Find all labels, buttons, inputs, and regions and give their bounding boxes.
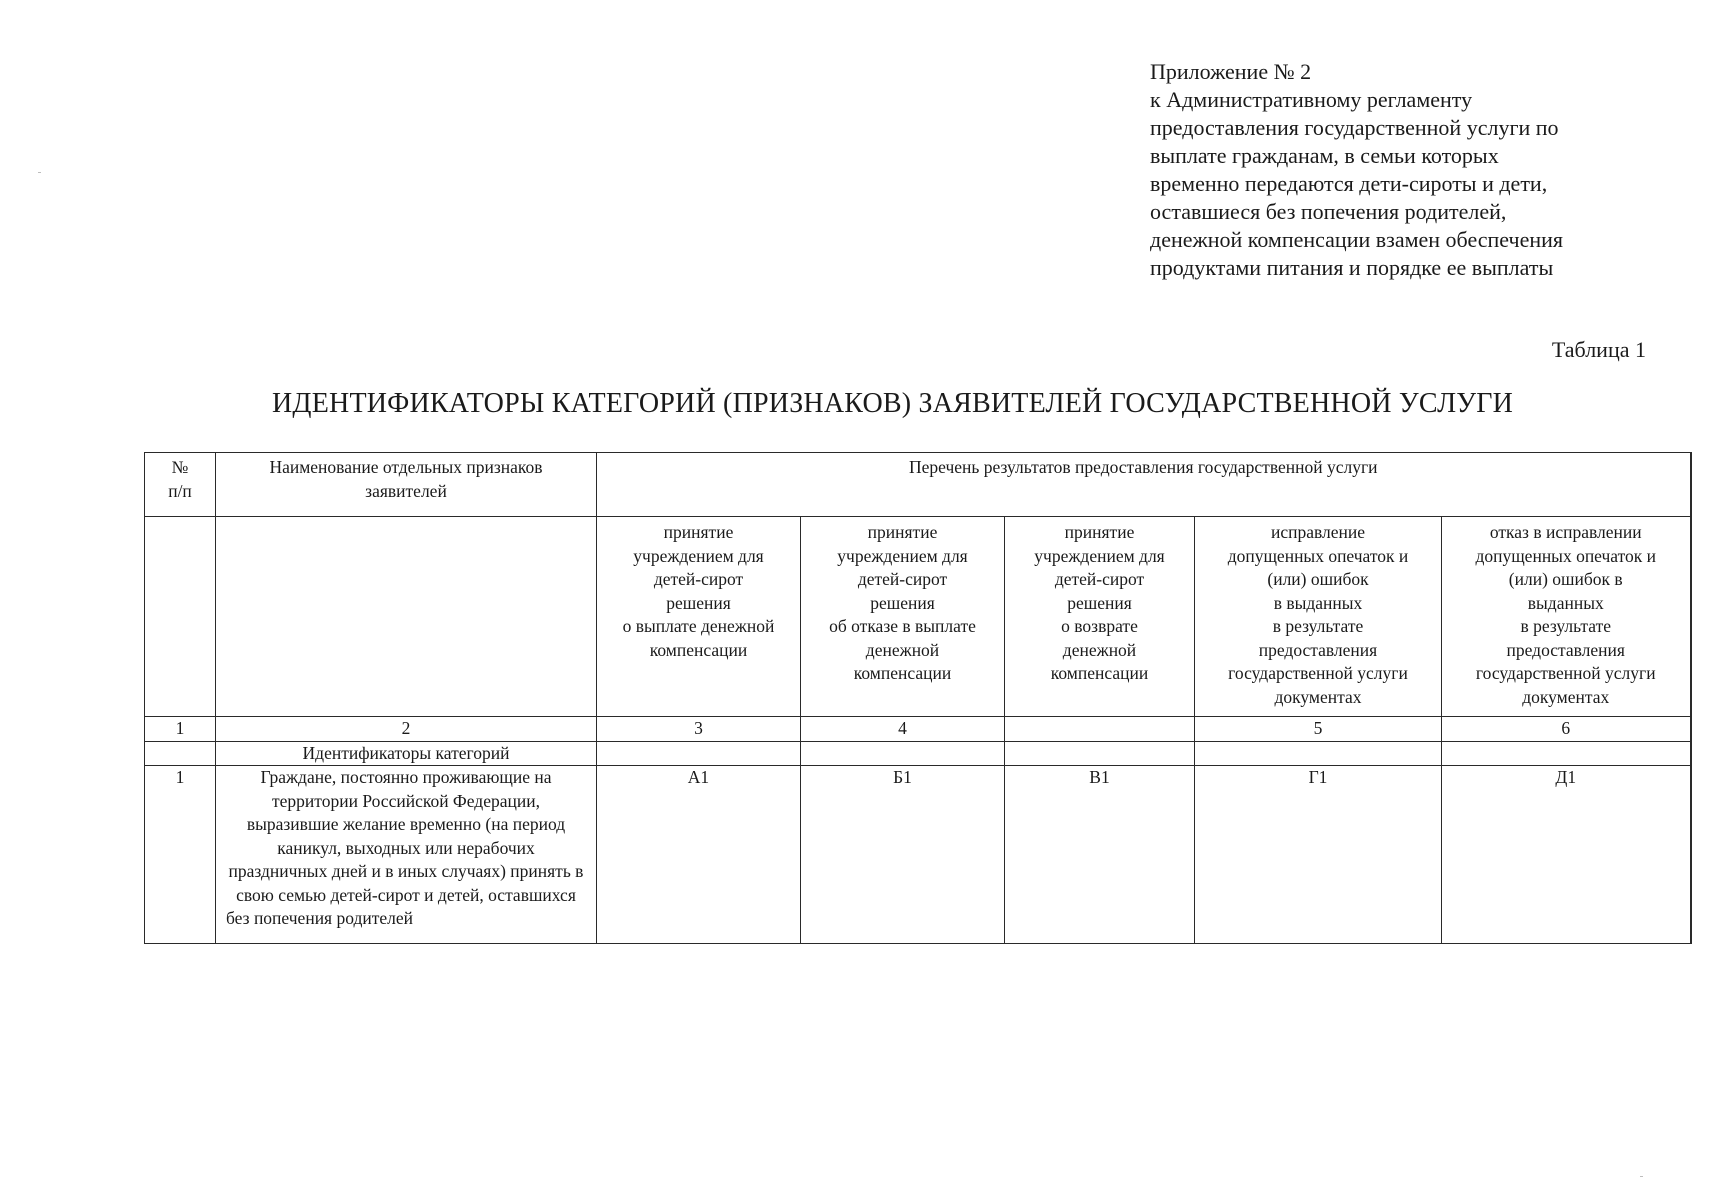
result-col-line: об отказе в выплате bbox=[829, 616, 976, 636]
appendix-line: временно передаются дети-сироты и дети, bbox=[1150, 171, 1548, 196]
identifier-code: А1 bbox=[597, 766, 801, 944]
result-col-line: исправление bbox=[1270, 522, 1366, 542]
column-number-cell: 5 bbox=[1195, 717, 1442, 742]
result-col-line: учреждением для bbox=[837, 545, 968, 566]
result-col-line: государственной услуги bbox=[1475, 663, 1656, 683]
appendix-line: Приложение № 2 bbox=[1150, 59, 1312, 84]
result-col-line: выданных bbox=[1527, 592, 1604, 613]
result-col-line: принятие bbox=[1064, 522, 1135, 542]
column-number-cell bbox=[1005, 717, 1195, 742]
table-subheader-row bbox=[145, 517, 1691, 717]
identifier-code: Б1 bbox=[801, 766, 1005, 944]
result-col-line: в результате bbox=[1520, 616, 1612, 636]
result-col-line: детей-сирот bbox=[857, 569, 948, 589]
column-number-cell: 6 bbox=[1442, 717, 1691, 742]
result-col-line: (или) ошибок bbox=[1267, 569, 1369, 589]
result-col-line: документах bbox=[1274, 686, 1362, 707]
identifiers-label: Идентификаторы категорий bbox=[216, 741, 597, 766]
result-col-5 bbox=[1442, 517, 1691, 717]
appendix-header bbox=[1150, 58, 1670, 282]
identifiers-table bbox=[144, 452, 1692, 944]
result-col-4 bbox=[1195, 517, 1442, 717]
identifiers-label-row bbox=[145, 741, 1691, 766]
result-col-line: предоставления bbox=[1258, 639, 1378, 660]
identifier-code: В1 bbox=[1005, 766, 1195, 944]
result-col-1 bbox=[597, 517, 801, 717]
result-col-line: государственной услуги bbox=[1228, 663, 1408, 683]
column-number-cell: 2 bbox=[216, 717, 597, 742]
empty-cell bbox=[1195, 741, 1442, 766]
appendix-line: выплате гражданам, в семьи которых bbox=[1150, 143, 1499, 168]
table-header-row bbox=[145, 453, 1691, 517]
appendix-line: предоставления государственной услуги по bbox=[1150, 115, 1559, 140]
column-number-cell: 4 bbox=[801, 717, 1005, 742]
column-number-cell: 3 bbox=[597, 717, 801, 742]
header-name-cell bbox=[216, 453, 597, 517]
appendix-line: оставшиеся без попечения родителей, bbox=[1150, 199, 1507, 224]
result-col-line: отказ в исправлении bbox=[1489, 522, 1642, 542]
result-col-line: в выданных bbox=[1273, 592, 1363, 613]
empty-cell bbox=[216, 517, 597, 717]
result-col-line: детей-сирот bbox=[653, 569, 744, 589]
header-number-line: п/п bbox=[168, 480, 192, 501]
result-col-line: решения bbox=[1067, 592, 1132, 613]
result-col-line: в результате bbox=[1272, 616, 1364, 636]
result-col-line: принятие bbox=[663, 522, 734, 542]
result-col-line: компенсации bbox=[1050, 663, 1149, 683]
result-col-3 bbox=[1005, 517, 1195, 717]
result-col-line: решения bbox=[666, 592, 731, 613]
column-number-row bbox=[145, 717, 1691, 742]
header-name-line: заявителей bbox=[365, 480, 447, 501]
column-number-cell: 1 bbox=[145, 717, 216, 742]
result-col-line: документах bbox=[1522, 686, 1610, 707]
header-number-line: № bbox=[171, 457, 189, 477]
table-row bbox=[145, 766, 1691, 944]
result-col-line: денежной bbox=[865, 639, 940, 660]
empty-cell bbox=[1005, 741, 1195, 766]
result-col-line: компенсации bbox=[649, 639, 748, 660]
empty-cell bbox=[145, 517, 216, 717]
result-col-line: о выплате денежной bbox=[622, 616, 775, 636]
header-name-line: Наименование отдельных признаков bbox=[269, 457, 543, 477]
result-col-line: принятие bbox=[867, 522, 938, 542]
results-header-text: Перечень результатов предоставления государственной услуги bbox=[908, 457, 1378, 477]
result-col-line: предоставления bbox=[1506, 639, 1625, 660]
scan-speck bbox=[1640, 1176, 1643, 1177]
scan-speck bbox=[38, 172, 41, 173]
identifier-code: Г1 bbox=[1195, 766, 1442, 944]
result-col-line: компенсации bbox=[853, 663, 952, 683]
empty-cell bbox=[1442, 741, 1691, 766]
result-col-2 bbox=[801, 517, 1005, 717]
results-header-cell bbox=[597, 453, 1691, 517]
row-number: 1 bbox=[145, 766, 216, 944]
result-col-line: денежной bbox=[1062, 639, 1137, 660]
result-col-line: (или) ошибок в bbox=[1508, 569, 1623, 589]
result-col-line: допущенных опечаток и bbox=[1227, 545, 1409, 566]
header-number-cell bbox=[145, 453, 216, 517]
result-col-line: о возврате bbox=[1061, 616, 1138, 636]
appendix-line: денежной компенсации взамен обеспечения bbox=[1150, 227, 1564, 252]
document-title: ИДЕНТИФИКАТОРЫ КАТЕГОРИЙ (ПРИЗНАКОВ) ЗАЯВИТЕЛЕЙ ГОСУДАРСТВЕННОЙ УСЛУГИ bbox=[272, 388, 1514, 419]
result-col-line: детей-сирот bbox=[1054, 569, 1145, 589]
empty-cell bbox=[597, 741, 801, 766]
appendix-line: к Административному регламенту bbox=[1150, 87, 1473, 112]
table-label: Таблица 1 bbox=[1551, 337, 1646, 362]
appendix-line: продуктами питания и порядке ее выплаты bbox=[1150, 255, 1554, 280]
result-col-line: допущенных опечаток и bbox=[1475, 545, 1657, 566]
category-description: Граждане, постоянно проживающие на территории Российской Федерации, выразившие желание временно (на период каникул, выходных или нерабочих праздничных дней и в иных случаях) принять в свою семью детей-сирот и детей, оставшихся без попечения родителей bbox=[216, 766, 597, 944]
empty-cell bbox=[145, 741, 216, 766]
identifier-code: Д1 bbox=[1442, 766, 1691, 944]
result-col-line: учреждением для bbox=[633, 545, 764, 566]
result-col-line: учреждением для bbox=[1034, 545, 1165, 566]
result-col-line: решения bbox=[870, 592, 935, 613]
empty-cell bbox=[801, 741, 1005, 766]
